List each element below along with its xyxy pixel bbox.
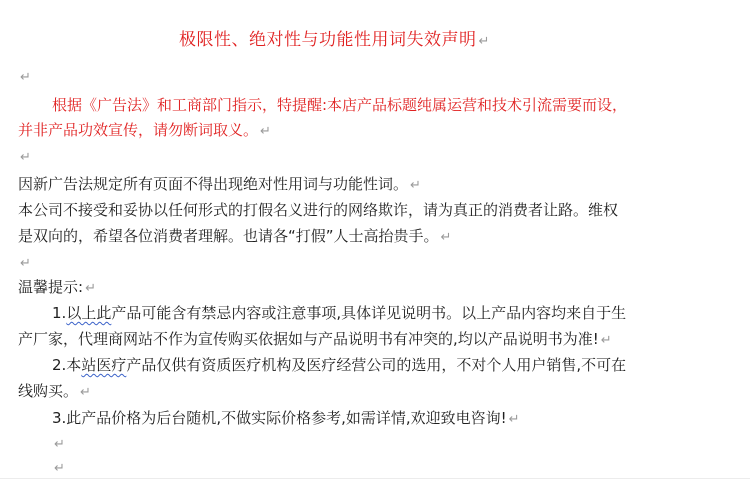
- paragraph-mark: ↵: [20, 150, 31, 165]
- paragraph-mark: ↵: [20, 256, 31, 271]
- document-title: [179, 30, 490, 52]
- tips-heading-text: 温馨提示:: [18, 278, 84, 296]
- paragraph-2-text-2: 是双向的，希望各位消费者理解。也请各“打假”人士高抬贵手。: [18, 227, 439, 245]
- paragraph-mark: ↵: [20, 70, 31, 85]
- paragraph-mark: ↵: [80, 385, 91, 400]
- tip-1-number: 1.: [52, 304, 67, 322]
- title-text: 极限性、绝对性与功能性用词失效声明: [179, 30, 477, 50]
- paragraph-mark: ↵: [600, 333, 612, 348]
- paragraph-2-line-2: [18, 226, 451, 248]
- paragraph-mark: ↵: [260, 124, 271, 139]
- notice-text-2: 并非产品功效宣传，请勿断词取义。: [18, 121, 259, 139]
- tips-heading: [18, 277, 96, 299]
- tip-2-line-1: [52, 355, 626, 375]
- paragraph-mark: ↵: [54, 461, 65, 476]
- paragraph-2-line-1: [18, 200, 618, 220]
- paragraph-mark: ↵: [478, 34, 490, 49]
- paragraph-mark: ↵: [440, 230, 452, 245]
- paragraph-1-text: 因新广告法规定所有页面不得出现绝对性用词与功能性词。: [18, 175, 409, 193]
- paragraph-mark: ↵: [508, 412, 520, 427]
- paragraph-mark: ↵: [410, 178, 421, 193]
- tip-1-flagged-text: 以上此: [66, 304, 112, 322]
- tip-2-text-1: 产品仅供有资质医疗机构及医疗经营公司的选用，不对个人用户销售,不可在: [126, 356, 627, 374]
- tip-1-text-2: 产厂家，代理商网站不作为宣传购买依据如与产品说明书有冲突的,均以产品说明书为准!: [18, 330, 599, 348]
- paragraph-mark: ↵: [85, 281, 96, 296]
- tip-3: [52, 408, 520, 430]
- notice-line-1: [52, 95, 627, 115]
- paragraph-1: [18, 174, 421, 196]
- empty-line-3: [18, 252, 31, 274]
- tip-1-text-1: 产品可能含有禁忌内容或注意事项,具体详见说明书。以上产品内容均来自于生: [111, 304, 627, 322]
- empty-line-1: [18, 66, 31, 88]
- empty-line-2: [18, 146, 31, 168]
- tip-2-line-2: [18, 381, 91, 403]
- empty-line-5: [52, 457, 65, 479]
- tip-1-line-1: [52, 303, 626, 323]
- tip-1-line-2: [18, 329, 612, 351]
- tip-2-text-2: 线购买。: [18, 382, 79, 400]
- tip-2-flagged-text: 站医疗: [81, 356, 127, 374]
- tip-2-prefix: 2.本: [52, 356, 82, 374]
- tip-3-text: 3.此产品价格为后台随机,不做实际价格参考,如需详情,欢迎致电咨询!: [52, 409, 507, 427]
- paragraph-2-text-1: 本公司不接受和妥协以任何形式的打假名义进行的网络欺诈，请为真正的消费者让路。维权: [18, 201, 619, 219]
- notice-text-1: 根据《广告法》和工商部门指示，特提醒:本店产品标题纯属运营和技术引流需要而设，: [52, 96, 628, 114]
- empty-line-4: [52, 433, 65, 455]
- paragraph-mark: ↵: [54, 437, 65, 452]
- notice-line-2: [18, 120, 271, 142]
